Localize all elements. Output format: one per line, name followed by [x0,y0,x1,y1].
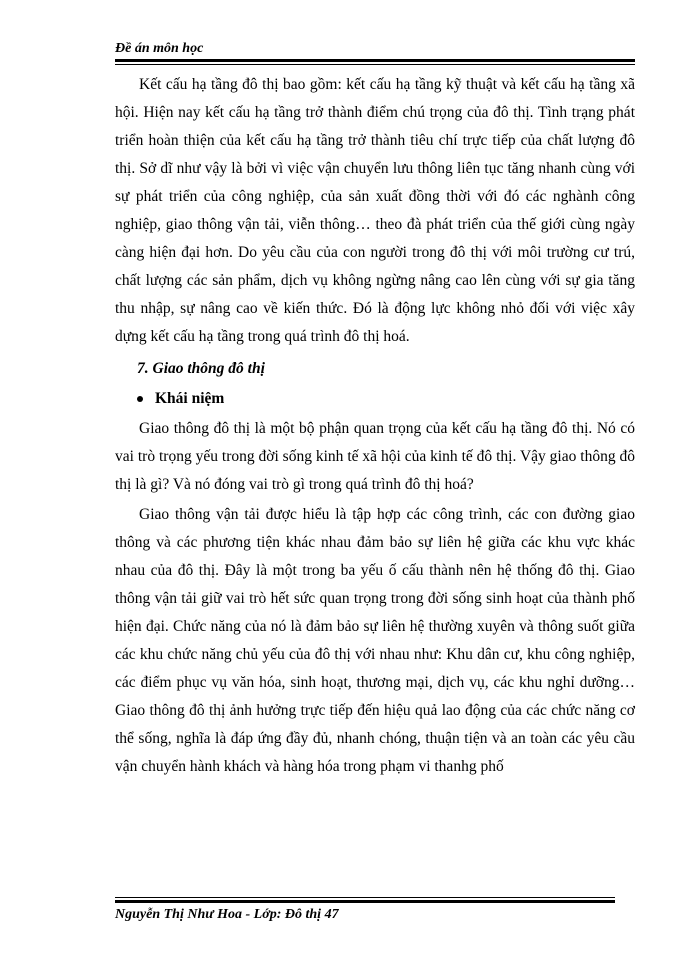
page-header [115,40,635,65]
section-heading: 7. Giao thông đô thị [137,360,265,377]
paragraph-transport: Giao thông vận tải được hiểu là tập hợp các công trình, các con đường giao thông và các phương tiện khác nhau đảm bảo sự liên hệ giữa các khu vực khác nhau của đô thị. Đây là một trong ba yếu ố cấu thành nên hệ thống đô thị. Giao thông vận tải giữ vai trò hết sức quan trọng trong đời sống sinh hoạt của thành phố hiện đại. Chức năng của nó là đảm bảo sự liên hệ thường xuyên và thông suốt giữa các khu chức năng chủ yếu của đô thị với nhau như: Khu dân cư, khu công nghiệp, các điểm phục vụ văn hóa, sinh hoạt, thương mại, dịch vụ, các khu nghỉ dưỡng… Giao thông đô thị ảnh hưởng trực tiếp đến hiệu quả lao động của các chức năng cơ thể sống, nghĩa là đáp ứng đầy đủ, nhanh chóng, thuận tiện và an toàn các yêu cầu vận chuyển hành khách và hàng hóa trong phạm vi thanhg phố [115,506,635,775]
paragraph-definition: Giao thông đô thị là một bộ phận quan trọng của kết cấu hạ tầng đô thị. Nó có vai trò trọng yếu trong đời sống kinh tế xã hội của kinh tế đô thị. Vậy giao thông đô thị là gì? Và nó đóng vai trò gì trong quá trình đô thị hoá? [115,420,635,493]
header-rule-thin [115,64,635,65]
paragraph-infrastructure: Kết cấu hạ tầng đô thị bao gồm: kết cấu hạ tầng kỹ thuật và kết cấu hạ tầng xã hội. Hiện nay kết cấu hạ tầng trở thành điểm chú trọng của đô thị. Tình trạng phát triển hoàn thiện của kết cấu hạ tầng trở thành tiêu chí trực tiếp của chất lượng đô thị. Sở dĩ như vậy là bởi vì việc vận chuyển lưu thông liên tục tăng nhanh cùng với sự phát triển của công nghiệp, của sản xuất đồng thời với đó các nghành công nghiệp, giao thông vận tải, viễn thông… theo đà phát triển của thế giới cùng ngày càng hiện đại hơn. Do yêu cầu của con người trong đô thị với môi trường cư trú, chất lượng các sản phẩm, dịch vụ không ngừng nâng cao lên cùng với sự gia tăng thu nhập, sự nâng cao về kiến thức. Đó là động lực không nhỏ đối với việc xây dựng kết cấu hạ tầng trong quá trình đô thị hoá. [115,76,635,345]
bullet-label: Khái niệm [155,390,225,407]
header-rule-thick [115,59,635,62]
bullet-item [137,385,635,413]
footer-rule-thin [115,897,615,898]
header-title: Đề án môn học [115,41,204,56]
page-footer [115,897,615,924]
footer-author: Nguyễn Thị Như Hoa - Lớp: Đô thị 47 [115,907,339,922]
bullet-icon [137,396,143,402]
document-body [115,71,635,781]
footer-rule-thick [115,900,615,903]
